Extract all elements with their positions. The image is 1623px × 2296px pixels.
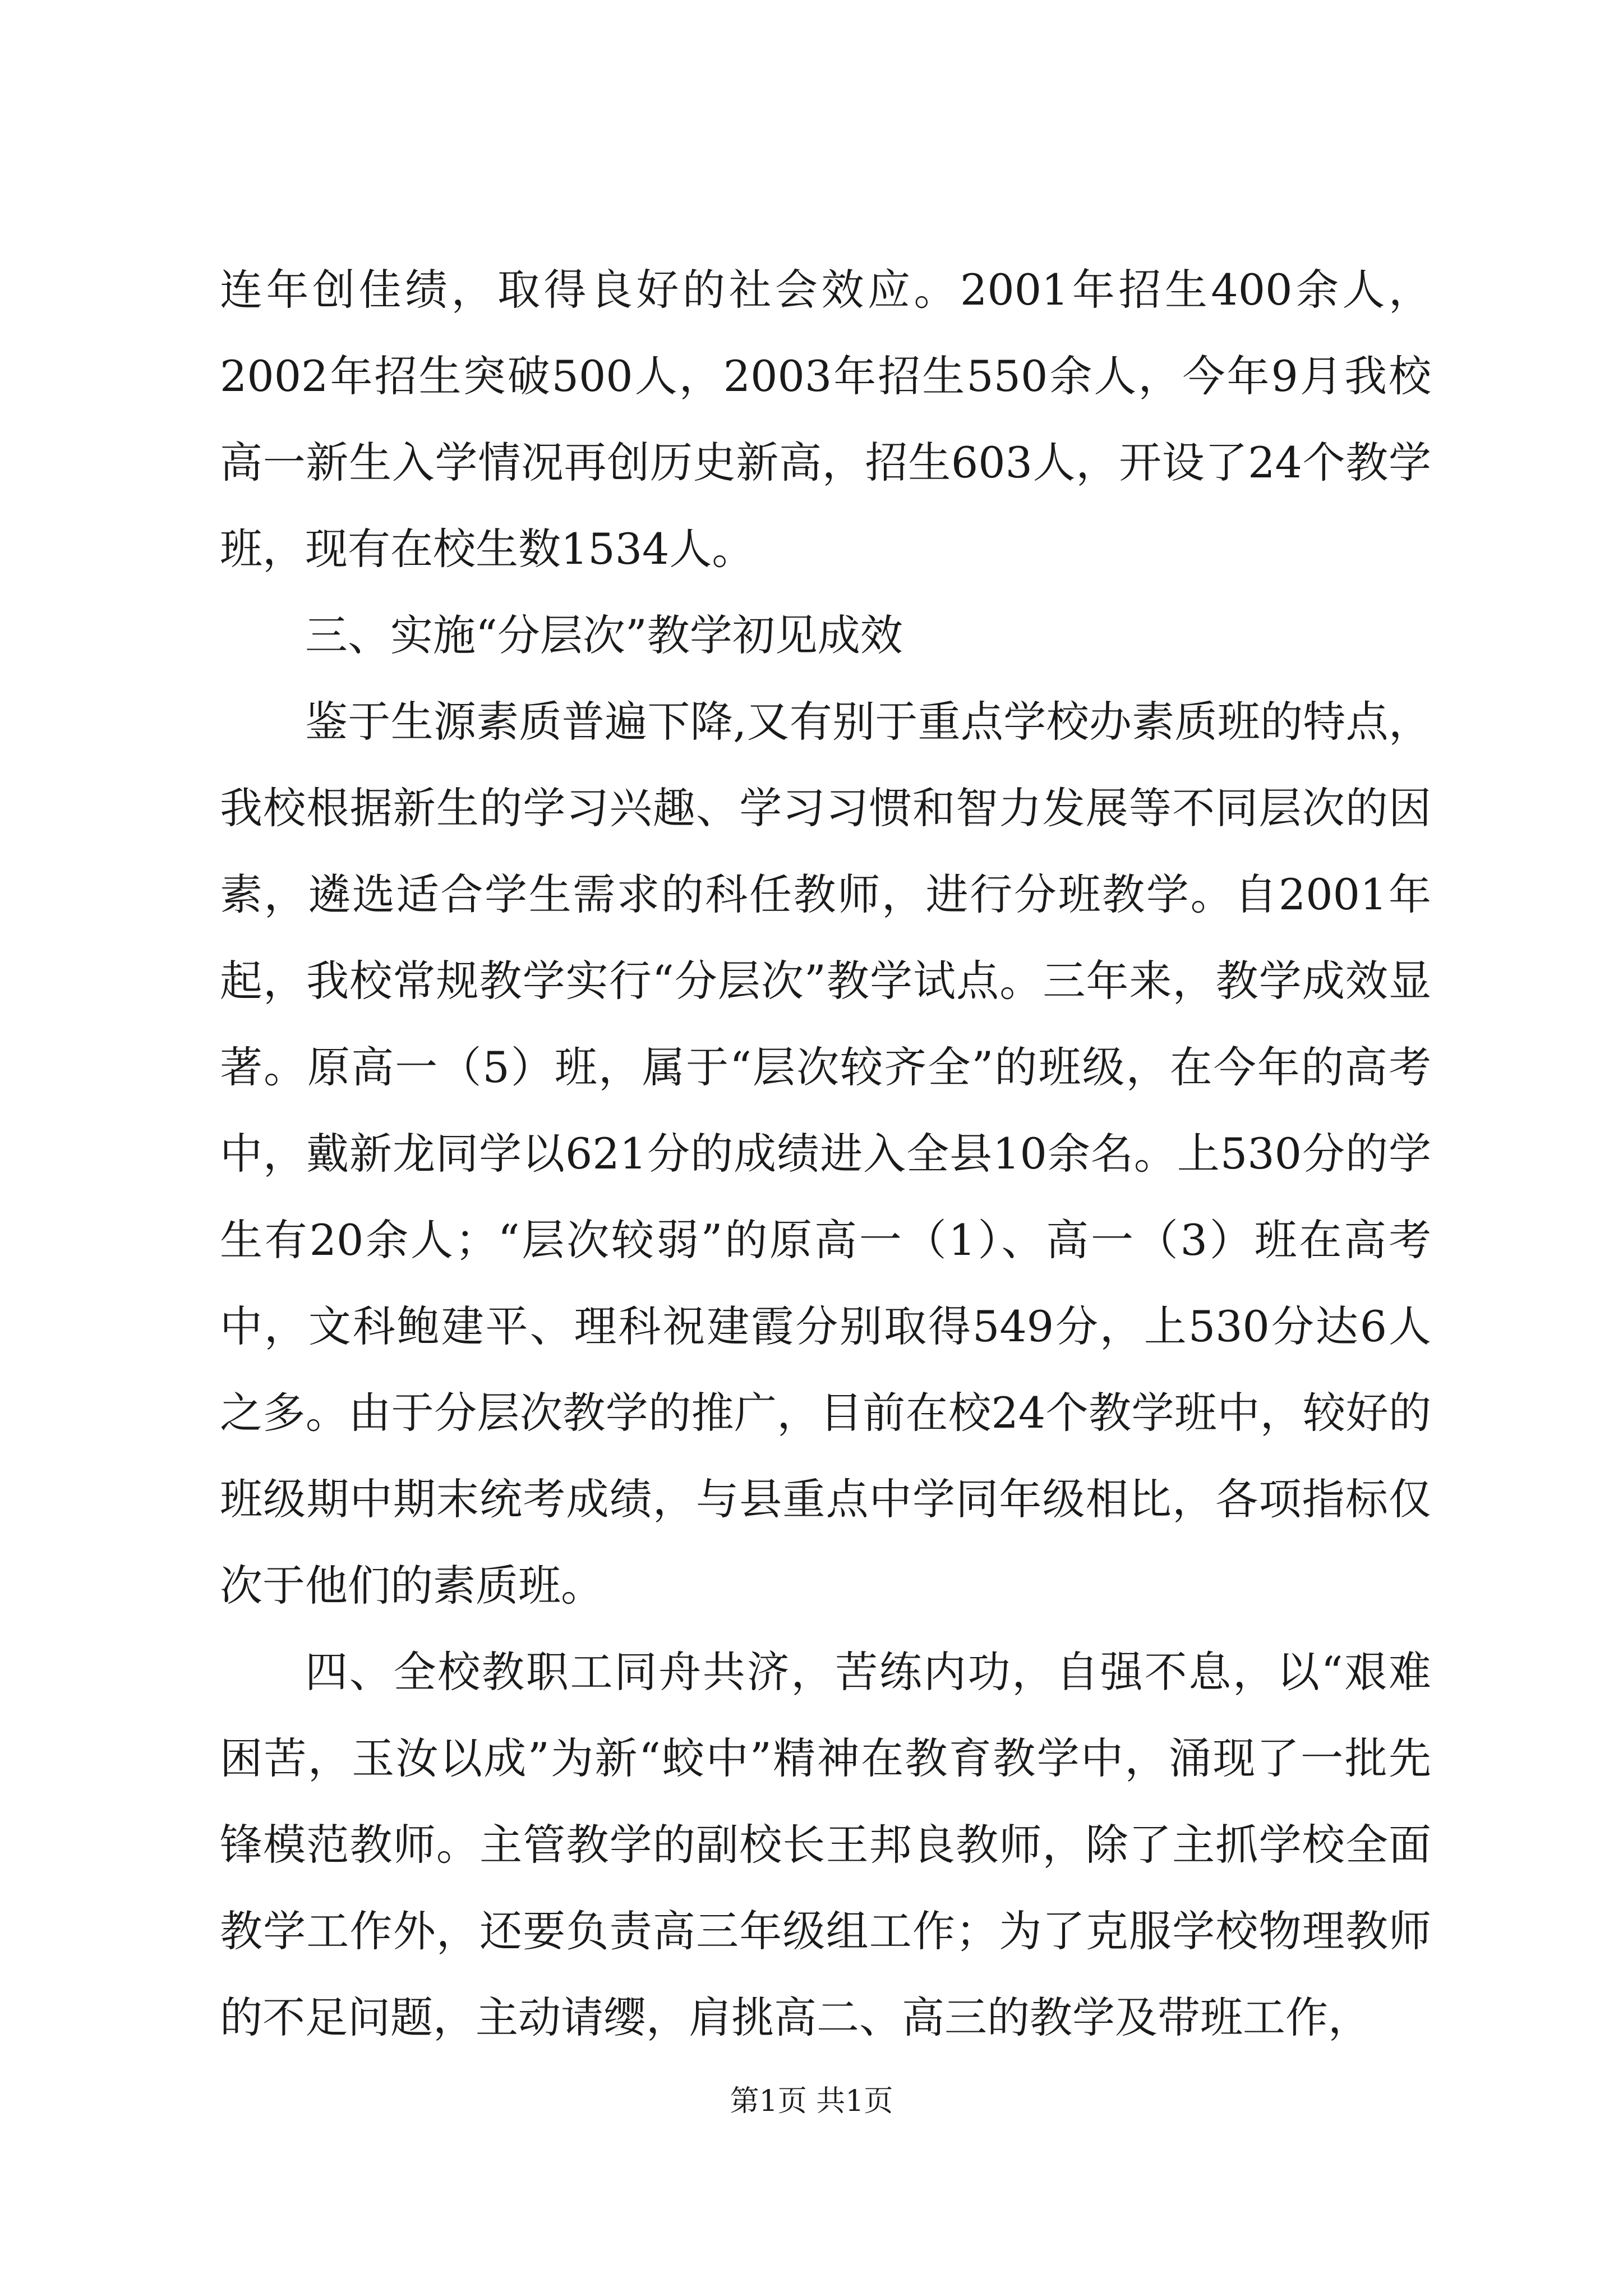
paragraph-layered-teaching: 鉴于生源素质普遍下降,又有别于重点学校办素质班的特点，我校根据新生的学习兴趣、学习习惯和智力发展等不同层次的因素，遴选适合学生需求的科任教师，进行分班教学。自2001年起，我校常规教学实行“分层次”教学试点。三年来，教学成效显著。原高一（5）班，属于“层次较齐全”的班级，在今年的高考中，戴新龙同学以621分的成绩进入全县10余名。上530分的学生有20余人；“层次较弱”的原高一（1）、高一（3）班在高考中，文科鲍建平、理科祝建霞分别取得549分，上530分达6人之多。由于分层次教学的推广，目前在校24个教学班中，较好的班级期中期末统考成绩，与县重点中学同年级相比，各项指标仅次于他们的素质班。 bbox=[220, 697, 1431, 1611]
paragraph-section-four: 四、全校教职工同舟共济，苦练内功，自强不息，以“艰难困苦，玉汝以成”为新“蛟中”精神在教育教学中，涌现了一批先锋模范教师。主管教学的副校长王邦良教师，除了主抓学校全面教学工作外，还要负责高三年级组工作；为了克服学校物理教师的不足问题，主动请缨，肩挑高二、高三的教学及带班工作， bbox=[220, 1647, 1431, 2042]
document-body bbox=[220, 247, 1431, 2061]
page-footer: 第1页 共1页 bbox=[730, 2085, 893, 2118]
paragraph-continuation: 连年创佳绩，取得良好的社会效应。2001年招生400余人，2002年招生突破500人，2003年招生550余人，今年9月我校高一新生入学情况再创历史新高，招生603人，开设了24个教学班，现有在校生数1534人。 bbox=[220, 265, 1431, 574]
section-heading-three: 三、实施“分层次”教学初见成效 bbox=[305, 610, 903, 660]
